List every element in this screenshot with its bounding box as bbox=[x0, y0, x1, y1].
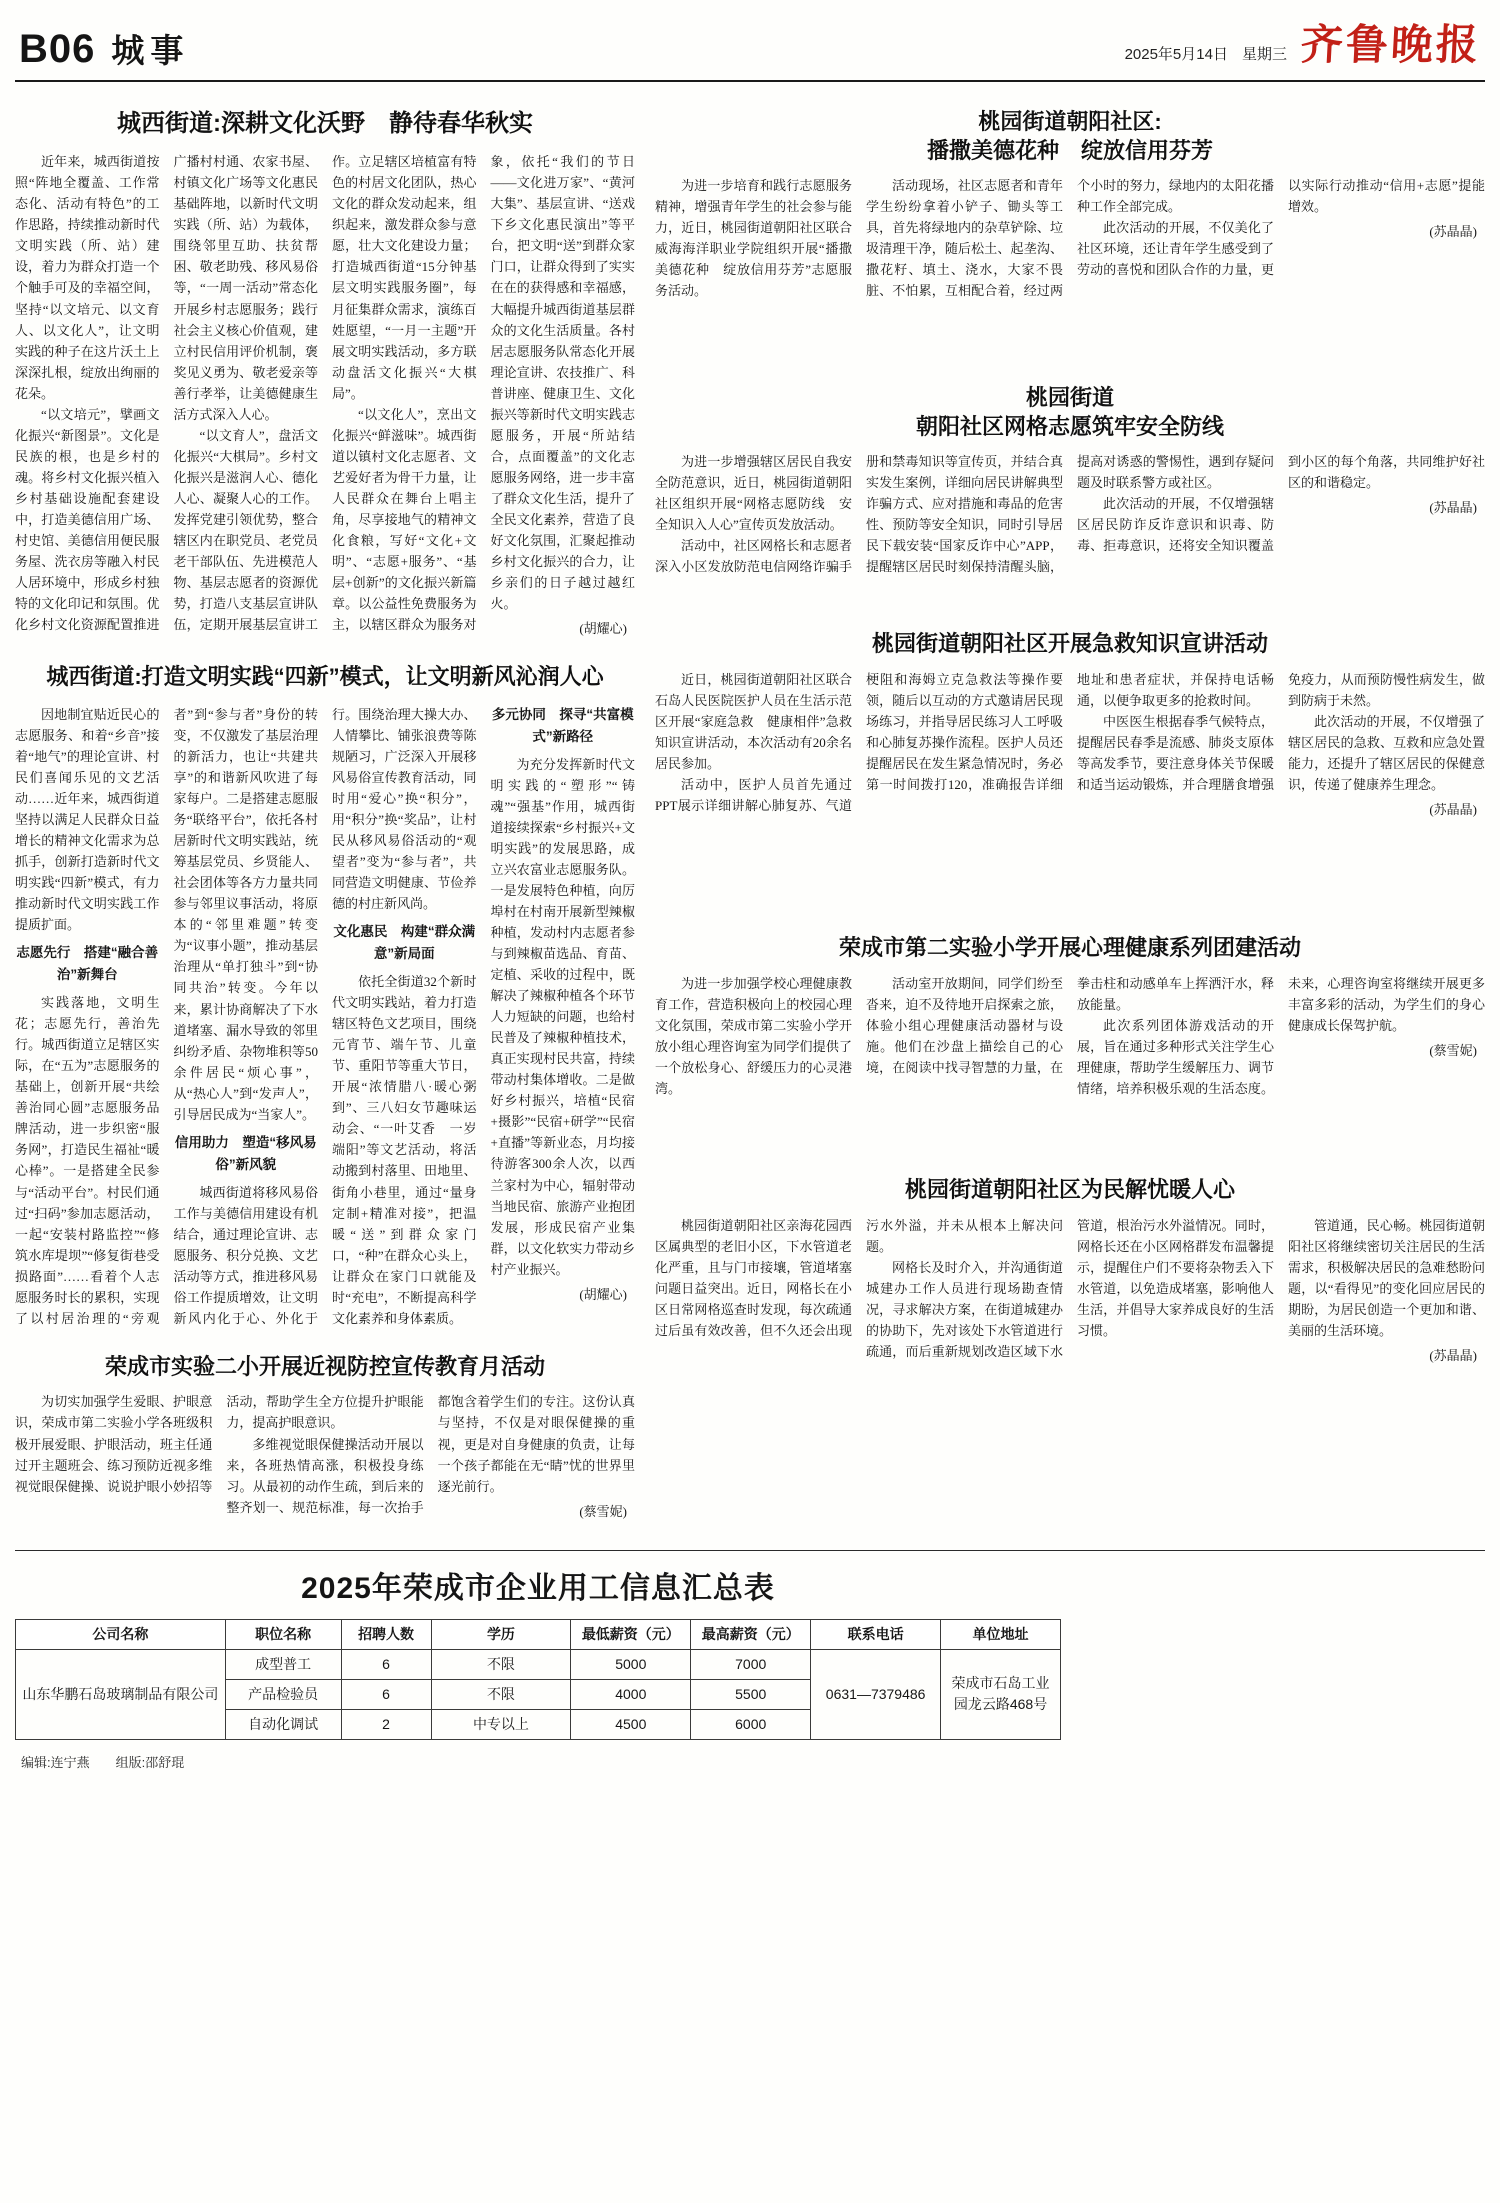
jobs-table bbox=[15, 1619, 1061, 1740]
paragraph: 依托全街道32个新时代文明实践站，着力打造辖区特色文艺项目，围绕元宵节、端午节、儿童节、重阳节等重大节日，开展“浓情腊八·暖心粥到”、三八妇女节趣味运动会、“一叶艾香 一岁端阳”等文艺活动，将活动搬到村落里、田地里、街角小巷里，通过“量身定制+精准对接”，把温暖“送”到群众家门口，“种”在群众心头上，让群众在家门口就能及时“充电”，不断提高科学文化素养和身体素质。 bbox=[332, 974, 477, 1326]
article-title: 荣成市实验二小开展近视防控宣传教育月活动 bbox=[104, 1353, 545, 1379]
paragraph: 为切实加强学生爱眼、护眼意识，荣成市第二实验小学各班级积极开展爱眼、护眼活动，班主任通过开主题班会、练习预防近视多维视觉眼保健操、说说护眼小妙招等活动，帮助学生全方位提升护眼能力，提高护眼意识。 bbox=[15, 1394, 424, 1494]
masthead-left bbox=[19, 25, 189, 72]
paragraph: 管道通，民心畅。桃园街道朝阳社区将继续密切关注居民的生活需求，积极解决居民的急难愁盼问题，以“看得见”的变化回应居民的期盼，为居民创造一个更加和谐、美丽的生活环境。 bbox=[1288, 1217, 1485, 1338]
paragraph: 活动室开放期间，同学们纷至沓来，迫不及待地开启探索之旅，体验小组心理健康活动器材与设施。他们在沙盘上描绘自己的心境，在阅读中找寻智慧的力量，在拳击柱和动感单车上挥洒汗水，释放能量。 bbox=[866, 975, 1274, 1075]
article-title-line1: 桃园街道 bbox=[1025, 385, 1114, 410]
paragraph: 近日，桃园街道朝阳社区联合石岛人民医院医护人员在生活示范区开展“家庭急救 健康相伴”急救知识宣讲活动，本次活动有20余名居民参加。 bbox=[655, 671, 852, 771]
byline: (胡耀心) bbox=[579, 1286, 627, 1302]
article-subhead: 信用助力 塑造“移风易俗”新风貌 bbox=[174, 1134, 317, 1172]
paragraph: 桃园街道朝阳社区亲海花园西区属典型的老旧小区，下水管道老化严重，且与门市接壤，管道堵塞问题日益突出。近日，网格长在小区日常网格巡查时发现，每次疏通过后虽有效改善，但不久还会出现污水外溢，并未从根本上解决问题。 bbox=[655, 1217, 1063, 1338]
count-cell: 6 bbox=[341, 1649, 431, 1679]
article-chengxi-sixin bbox=[15, 663, 635, 1329]
company-cell: 山东华鹏石岛玻璃制品有限公司 bbox=[16, 1649, 226, 1739]
header-position: 职位名称 bbox=[225, 1619, 341, 1649]
article-mental-health bbox=[655, 934, 1485, 1152]
left-column bbox=[15, 108, 635, 1546]
article-body bbox=[655, 669, 1485, 820]
header-max-salary: 最高薪资（元） bbox=[691, 1619, 811, 1649]
paragraph: 此次活动的开展，不仅增强辖区居民防诈反诈意识和识毒、防毒、拒毒意识，还将安全知识覆盖到小区的每个角落，共同维护好社区的和谐稳定。 bbox=[1077, 454, 1485, 554]
paragraph: 活动中，医护人员首先通过PPT展示详细讲解心肺复苏、气道梗阻和海姆立克急救法等操作要领，随后以互动的方式邀请居民现场练习，并指导居民练习人工呼吸和心肺复苏操作流程。医护人员还提醒居民在发生紧急情况时，务必第一时间拨打120，准确报告详细地址和患者症状，并保持电话畅通，以便争取更多的抢救时间。 bbox=[655, 671, 1274, 813]
max-salary-cell: 7000 bbox=[691, 1649, 811, 1679]
article-title bbox=[655, 108, 1485, 165]
article-body bbox=[655, 973, 1485, 1099]
count-cell: 6 bbox=[341, 1679, 431, 1709]
header-address: 单位地址 bbox=[941, 1619, 1061, 1649]
article-body bbox=[15, 151, 635, 639]
education-cell: 不限 bbox=[431, 1679, 571, 1709]
max-salary-cell: 5500 bbox=[691, 1679, 811, 1709]
article-title: 荣成市第二实验小学开展心理健康系列团建活动 bbox=[838, 935, 1301, 960]
paragraph: 为进一步增强辖区居民自我安全防范意识，近日，桃园街道朝阳社区组织开展“网格志愿防线 安全知识入人心”宣传页发放活动。 bbox=[655, 454, 852, 533]
paragraph: 中医医生根据春季气候特点，提醒居民春季是流感、肺炎支原体等高发季节，要注意身体关节保暖和适当运动锻炼，并合理膳食增强免疫力，从而预防慢性病发生，做到防病于未然。 bbox=[1077, 671, 1485, 792]
article-body bbox=[15, 1391, 635, 1521]
byline: (苏晶晶) bbox=[1429, 801, 1477, 817]
article-title bbox=[655, 384, 1485, 441]
education-cell: 不限 bbox=[431, 1649, 571, 1679]
article-chengxi-culture bbox=[15, 108, 635, 639]
article-body bbox=[655, 451, 1485, 577]
article-body bbox=[655, 175, 1485, 301]
article-body bbox=[15, 704, 635, 1329]
table-header-row bbox=[16, 1619, 1061, 1649]
min-salary-cell: 4500 bbox=[571, 1709, 691, 1739]
byline: (苏晶晶) bbox=[1429, 500, 1477, 516]
article-eye-protection bbox=[15, 1353, 635, 1522]
phone-cell: 0631—7379486 bbox=[811, 1649, 941, 1739]
paragraph: “以文化人”，烹出文化振兴“鲜滋味”。城西街道以镇村文化志愿者、文艺爱好者为骨干力量，让人民群众在舞台上唱主角，尽享接地气的精神文化食粮，写好“文化+文明”、“志愿+服务”、“基层+创新”的文化振兴新篇章。以公益性免费服务为主，以辖区群众为服务对象，依托“我们的节日——文化进万家”、“黄河大集”、基层宣讲、“送戏下乡文化惠民演出”等平台，把文明“送”到群众家门口，让群众得到了实实在在的获得感和幸福感，大幅提升城西街道基层群众的文化生活质量。各村居志愿服务队常态化开展理论宣讲、农技推广、科普讲座、健康卫生、文化振兴等新时代文明实践志愿服务，开展“所站结合，点面覆盖”的文化志愿服务网络，进一步丰富了群众文化生活，提升了全民文化素养，营造了良好文化氛围，汇聚起推动乡村文化振兴的合力，让乡亲们的日子越过越红火。 bbox=[332, 154, 635, 633]
header-phone: 联系电话 bbox=[811, 1619, 941, 1649]
typesetter-credit: 组版:邵舒琨 bbox=[115, 1754, 185, 1770]
article-body bbox=[655, 1215, 1485, 1366]
article-title-line1: 桃园街道朝阳社区: bbox=[978, 109, 1162, 134]
page-footer bbox=[15, 1740, 1485, 1771]
position-cell: 产品检验员 bbox=[225, 1679, 341, 1709]
byline: (蔡雪妮) bbox=[579, 1503, 627, 1519]
masthead-right bbox=[1125, 12, 1481, 72]
paper-logo: 齐鲁晚报 bbox=[1299, 23, 1482, 69]
paragraph: 此次活动的开展，不仅增强了辖区居民的急救、互救和应急处置能力，还提升了辖区居民的保健意识，传递了健康养生理念。 bbox=[1288, 713, 1485, 792]
articles-area bbox=[15, 82, 1485, 1546]
section-title: 城事 bbox=[111, 32, 190, 69]
paragraph: 活动中，社区网格长和志愿者深入小区发放防范电信网络诈骗手册和禁毒知识等宣传页，并结合真实发生案例，详细向居民讲解典型诈骗方式、应对措施和毒品的危害性、预防等安全知识，同时引导居民下载安装“国家反诈中心”APP，提醒辖区居民时刻保持清醒头脑，提高对诱惑的警惕性，遇到存疑问题及时联系警方或社区。 bbox=[655, 454, 1274, 575]
max-salary-cell: 6000 bbox=[691, 1709, 811, 1739]
header-min-salary: 最低薪资（元） bbox=[571, 1619, 691, 1649]
article-first-aid bbox=[655, 630, 1485, 910]
education-cell: 中专以上 bbox=[431, 1709, 571, 1739]
paragraph: 城西街道将移风易俗工作与美德信用建设有机结合，通过理论宣讲、志愿服务、积分兑换、文艺活动等方式，推进移风易俗工作提质增效，让文明新风内化于心、外化于行。围绕治理大操大办、人情攀比、铺张浪费等陈规陋习，广泛深入开展移风易俗宣传教育活动，同时用“爱心”换“积分”，用“积分”换“奖品”，让村民从移风易俗活动的“观望者”变为“参与者”，共同营造文明健康、节俭养德的村庄新风尚。 bbox=[173, 706, 477, 1326]
right-column bbox=[655, 108, 1485, 1546]
byline: (苏晶晶) bbox=[1429, 224, 1477, 240]
paragraph: 此次活动的开展，不仅美化了社区环境，还让青年学生感受到了劳动的喜悦和团队合作的力量，更以实际行动推动“信用+志愿”提能增效。 bbox=[1077, 178, 1485, 278]
min-salary-cell: 5000 bbox=[571, 1649, 691, 1679]
paragraph: 此次系列团体游戏活动的开展，旨在通过多种形式关注学生心理健康，帮助学生缓解压力、调节情绪，培养积极乐观的生活态度。未来，心理咨询室将继续开展更多丰富多彩的活动，为学生们的身心健康成长保驾护航。 bbox=[1077, 975, 1485, 1096]
paragraph: 因地制宜贴近民心的志愿服务、和着“乡音”接着“地气”的理论宣讲、村民们喜闻乐见的文艺活动……近年来，城西街道坚持以满足人民群众日益增长的精神文化需求为总抓手，创新打造新时代文明实践“四新”模式，有力推动新时代文明实践工作提质扩面。 bbox=[15, 706, 160, 933]
article-title: 城西街道:深耕文化沃野 静待春华秋实 bbox=[117, 110, 533, 137]
paragraph: “以文育人”，盘活文化振兴“大棋局”。乡村文化振兴是滋润人心、德化人心、凝聚人心的工作。发挥党建引领优势，整合辖区内在职党员、老党员老干部队伍、先进模范人物、基层志愿者的资源优势，打造八支基层宣讲队伍，定期开展基层宣讲工作。立足辖区培植富有特色的村居文化团队，热心文化的群众发动起来，组织起来，激发群众参与意愿，壮大文化建设力量；打造城西街道“15分钟基层文明实践服务圈”，每月征集群众需求，演练百姓愿望，“一月一主题”开展文明实践活动，多方联动盘活文化振兴“大棋局”。 bbox=[173, 154, 477, 633]
position-cell: 成型普工 bbox=[225, 1649, 341, 1679]
masthead bbox=[15, 0, 1485, 82]
paragraph: 多维视觉眼保健操活动开展以来，各班热情高涨，积极投身练习。从最初的动作生疏，到后来的整齐划一、规范标准，每一次抬手都饱含着学生们的专注。这份认真与坚持，不仅是对眼保健操的重视，更是对自身健康的负责，让每一个孩子都能在无“睛”忧的世界里逐光前行。 bbox=[226, 1394, 635, 1515]
jobs-table-title: 2025年荣成市企业用工信息汇总表 bbox=[301, 1571, 775, 1605]
paragraph: 实践落地，文明生花；志愿先行，善治先行。城西街道立足辖区实际，在“五为”志愿服务的基础上，创新开展“共绘善治同心圆”志愿服务品牌活动，进一步织密“服务网”，打造民生福祉“暖心棒”。一是搭建全民参与“活动平台”。村民们通过“扫码”参加志愿活动，一起“安装村路监控”“修筑水库堤坝”“修复街巷受损路面”……看着个人志愿服务时长的累积，实现了以村居治理的“旁观者”到“参与者”身份的转变，不仅激发了基层治理的新活力，也让“共建共享”的和谐新风吹进了每家每户。二是搭建志愿服务“联络平台”，依托各村居新时代文明实践站，统筹基层党员、乡贤能人、社会团体等各方力量共同参与邻里议事活动，将原本的“邻里难题”转变为“议事小题”，推动基层治理从“单打独斗”到“协同共治”转变。今年以来，累计协商解决了下水道堵塞、漏水导致的邻里纠纷矛盾、杂物堆积等50余件居民“烦心事”，从“热心人”到“发声人”，引导居民成为“当家人”。 bbox=[15, 706, 318, 1326]
paragraph: 为进一步培育和践行志愿服务精神，增强青年学生的社会参与能力，近日，桃园街道朝阳社区联合威海海洋职业学院组织开展“播撒美德花种 绽放信用芬芳”志愿服务活动。 bbox=[655, 178, 852, 299]
paragraph: 近年来，城西街道按照“阵地全覆盖、工作常态化、活动有特色”的工作思路，持续推动新时代文明实践（所、站）建设，着力为群众打造一个个触手可及的幸福空间，坚持“以文培元、以文育人、以文化人”，让文明实践的种子在这片沃土上深深扎根，绽放出绚丽的花朵。 bbox=[15, 154, 160, 401]
header-count: 招聘人数 bbox=[341, 1619, 431, 1649]
article-safety-grid bbox=[655, 384, 1485, 606]
address-cell: 荣成市石岛工业园龙云路468号 bbox=[941, 1649, 1061, 1739]
article-subhead: 志愿先行 搭建“融合善治”新舞台 bbox=[16, 945, 159, 983]
byline: (胡耀心) bbox=[579, 621, 627, 637]
paragraph: 网格长及时介入，并沟通街道城建办工作人员进行现场勘查情况，寻求解决方案，在街道城建办的协助下，先对该处下水管道进行疏通，而后重新规划改造区域下水管道，根治污水外溢情况。同时，网格长还在小区网格群发布温馨提示，提醒住户们不要将杂物丢入下水管道，以免造成堵塞，影响他人生活，并倡导大家养成良好的生活习惯。 bbox=[866, 1217, 1274, 1359]
article-title-line2: 播撒美德花种 绽放信用芬芳 bbox=[926, 137, 1213, 163]
count-cell: 2 bbox=[341, 1709, 431, 1739]
issue-date: 2025年5月14日 bbox=[1124, 46, 1228, 63]
byline: (蔡雪妮) bbox=[1429, 1042, 1477, 1058]
article-flower-seeds bbox=[655, 108, 1485, 360]
page-code: B06 bbox=[19, 27, 96, 71]
article-title: 桃园街道朝阳社区开展急救知识宣讲活动 bbox=[871, 631, 1268, 656]
paragraph: “以文培元”，擘画文化振兴“新图景”。文化是民族的根，也是乡村的魂。将乡村文化振兴植入乡村基础设施配套建设中，打造美德信用广场、村史馆、美德信用便民服务屋、洗衣房等融入村民人居环境中，形成乡村独特的文化印记和氛围。优化乡村文化资源配置推进广播村村通、农家书屋、村镇文化广场等文化惠民基础阵地，以新时代文明实践（所、站）为载体，围绕邻里互助、扶贫帮困、敬老助残、移风易俗等，“一周一活动”常态化开展乡村志愿服务；践行社会主义核心价值观，建立村民信用评价机制，褒奖见义勇为、敬老爱亲等善行孝举，让美德健康生活方式深入人心。 bbox=[15, 154, 318, 633]
header-education: 学历 bbox=[431, 1619, 571, 1649]
paragraph: 为充分发挥新时代文明实践的“塑形”“铸魂”“强基”作用，城西街道接续探索“乡村振兴+文明实践”的发展思路，成立兴农富业志愿服务队。一是发展特色种植，向厉埠村在村南开展新型辣椒种植，发动村内志愿者参与到辣椒苗选品、育苗、定植、采收的过程中，既解决了辣椒种植各个环节人力短缺的问题，也给村民普及了辣椒种植技术，真正实现村民共富，持续带动村集体增收。二是做好乡村振兴，培植“民宿+摄影”“民宿+研学”“民宿+直播”等新业态，月均接待游客300余人次，以西兰家村为中心，辐射带动当地民宿、旅游产业抱团发展，形成民宿产业集群，以文化软实力带动乡村产业振兴。 bbox=[490, 756, 635, 1277]
issue-weekday: 星期三 bbox=[1241, 46, 1287, 63]
jobs-section bbox=[15, 1550, 1485, 1740]
paragraph: 活动现场，社区志愿者和青年学生纷纷拿着小铲子、锄头等工具，首先将绿地内的杂草铲除、垃圾清理干净，随后松土、起垄沟、撒花籽、填土、浇水，大家不畏脏、不怕累，互相配合着，经过两个小时的努力，绿地内的太阳花播种工作全部完成。 bbox=[866, 178, 1274, 299]
article-pipe-repair bbox=[655, 1176, 1485, 1398]
header-company: 公司名称 bbox=[16, 1619, 226, 1649]
position-cell: 自动化调试 bbox=[225, 1709, 341, 1739]
article-subhead: 多元协同 探寻“共富模式”新路径 bbox=[491, 706, 634, 744]
table-row bbox=[16, 1649, 1061, 1679]
jobs-wrap bbox=[15, 1563, 1061, 1740]
article-title-line2: 朝阳社区网格志愿筑牢安全防线 bbox=[915, 413, 1224, 439]
article-title: 城西街道:打造文明实践“四新”模式，让文明新风沁润人心 bbox=[46, 664, 604, 690]
article-subhead: 文化惠民 构建“群众满意”新局面 bbox=[333, 924, 476, 962]
editor-credit: 编辑:连宁燕 bbox=[21, 1754, 90, 1770]
min-salary-cell: 4000 bbox=[571, 1679, 691, 1709]
article-title: 桃园街道朝阳社区为民解忧暖人心 bbox=[904, 1177, 1235, 1202]
paragraph: 为进一步加强学校心理健康教育工作，营造积极向上的校园心理文化氛围，荣成市第二实验小学开放小组心理咨询室为同学们提供了一个放松身心、舒缓压力的心灵港湾。 bbox=[655, 975, 852, 1096]
byline: (苏晶晶) bbox=[1429, 1347, 1477, 1363]
